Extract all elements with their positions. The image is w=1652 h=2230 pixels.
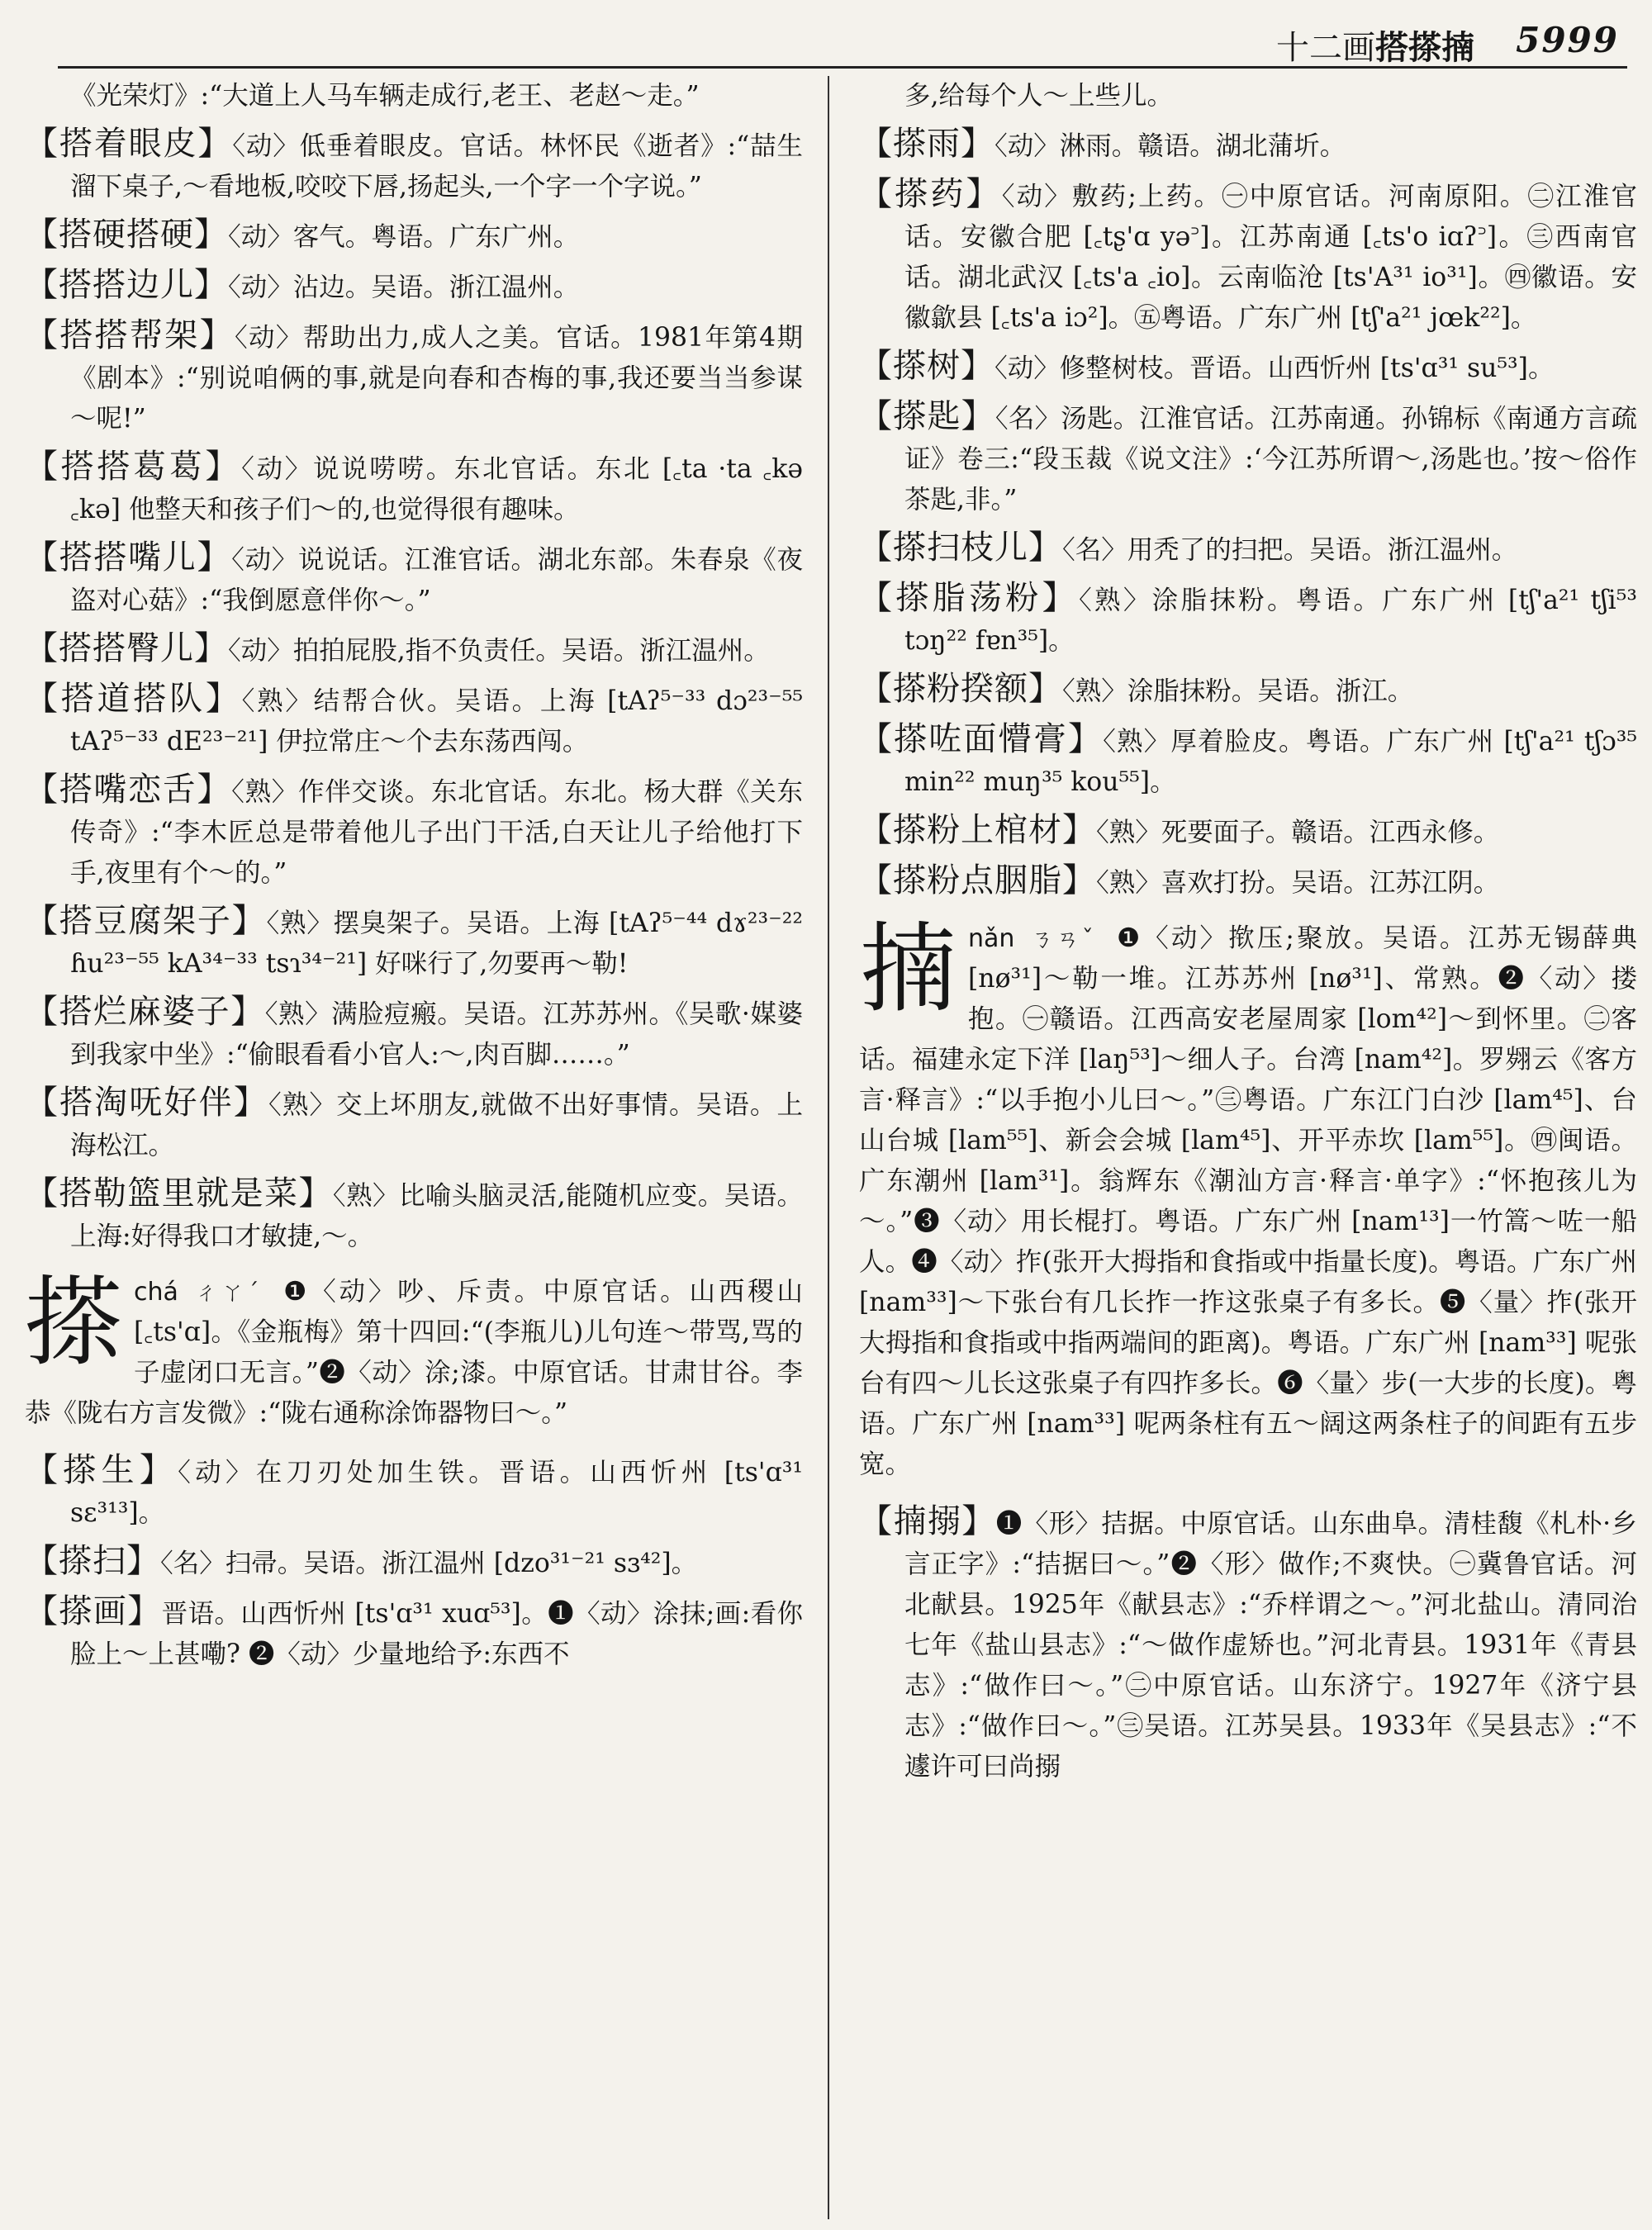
page-number: 5999 xyxy=(1516,20,1619,60)
dictionary-entry xyxy=(25,901,803,985)
entry-headword: 【搽粉点胭脂】 xyxy=(859,861,1096,899)
entry-continuation: 《光荣灯》:“大道上人马车辆走成行,老王、老赵～走。” xyxy=(70,81,700,111)
dictionary-entry xyxy=(25,1592,803,1675)
entry-definition: 〈熟〉死要面子。赣语。江西永修。 xyxy=(1096,818,1500,847)
zhuyin: ㄔㄚˊ xyxy=(194,1279,263,1306)
dictionary-entry xyxy=(859,861,1637,904)
header-section: 十二画 xyxy=(1276,29,1375,67)
entry-headword: 【搭嘴恋舌】 xyxy=(25,771,232,809)
entry-headword: 【搭硬搭硬】 xyxy=(25,216,228,254)
entry-definition: 〈熟〉摆臭架子。吴语。上海 [tAʔ⁵⁻⁴⁴ dɤ²³⁻²² ɦu²³⁻⁵⁵ kA³⁴⁻³³ tsɿ³⁴⁻²¹] 好咪行了,勿要再～勒! xyxy=(70,909,803,979)
dictionary-entry xyxy=(25,1174,803,1257)
character-entry-cha xyxy=(25,1265,803,1434)
pinyin: nǎn xyxy=(968,924,1015,953)
dictionary-entry xyxy=(859,124,1637,167)
column-divider xyxy=(828,76,829,2219)
entry-definition: 〈动〉说说唠唠。东北官话。东北 [꜀ta ·ta ꜀kə ꜀kə] 他整天和孩子们～的,也觉得很有趣味。 xyxy=(70,454,803,524)
entry-headword: 【搭勒篮里就是菜】 xyxy=(25,1174,333,1212)
dictionary-entry xyxy=(859,346,1637,389)
zhuyin: ㄋㄢˇ xyxy=(1030,925,1096,952)
dictionary-entry xyxy=(25,1541,803,1584)
entry-headword: 【搭搭帮架】 xyxy=(25,316,235,354)
dictionary-entry xyxy=(859,719,1637,803)
entry-definition: 〈名〉扫帚。吴语。浙江温州 [dzo³¹⁻²¹ sɜ⁴²]。 xyxy=(160,1549,698,1578)
character-entry-nan xyxy=(859,912,1637,1485)
head-character: 搽 xyxy=(25,1265,123,1379)
entry-definition: 〈动〉拍拍屁股,指不负责任。吴语。浙江温州。 xyxy=(228,636,770,666)
entry-headword: 【搭搭臀儿】 xyxy=(25,629,228,667)
dictionary-entry xyxy=(859,810,1637,853)
entry-definition: 〈熟〉涂脂抹粉。吴语。浙江。 xyxy=(1062,676,1414,706)
dictionary-entry xyxy=(859,528,1637,571)
entry-definition: 晋语。山西忻州 [ts'ɑ³¹ xuɑ⁵³]。❶〈动〉涂抹;画:看你脸上～上甚嘞? ❷〈动〉少量地给予:东西不 xyxy=(70,1599,803,1669)
dictionary-entry xyxy=(25,992,803,1075)
dictionary-entry xyxy=(25,770,803,894)
entry-definition: 〈熟〉喜欢打扮。吴语。江苏江阴。 xyxy=(1096,868,1500,898)
character-definition: ❶〈动〉吵、斥责。中原官话。山西稷山 [꜀ts'ɑ]。《金瓶梅》第十四回:“(李瓶儿)儿句连～带骂,骂的子虚闭口无言。”❷〈动〉涂;漆。中原官话。甘肃甘谷。李恭《陇右方言发微》:“陇右通称涂饰器物曰～。” xyxy=(25,1277,803,1428)
page-header xyxy=(58,17,1627,69)
entry-definition: 〈动〉沾边。吴语。浙江温州。 xyxy=(228,273,580,302)
dictionary-entry xyxy=(859,1502,1637,1787)
entry-headword: 【搭着眼皮】 xyxy=(25,125,233,163)
dictionary-entry xyxy=(25,316,803,439)
dictionary-entry xyxy=(25,1083,803,1166)
entry-definition: 〈熟〉交上坏朋友,就做不出好事情。吴语。上海松江。 xyxy=(70,1090,803,1160)
dictionary-entry xyxy=(25,215,803,258)
entry-definition: 〈动〉敷药;上药。㊀中原官话。河南原阳。㊁江淮官话。安徽合肥 [꜀tʂ'ɑ yə꜄]。江苏南通 [꜀ts'o iɑʔ꜄]。㊂西南官话。湖北武汉 [꜀ts'a ꜀io]。云南临沧 [ts'A³¹ io³¹]。㊃徽语。安徽歙县 [꜀ts'a iɔ²]。㊄粤语。广东广州 [tʃ'a²¹ jœk²²]。 xyxy=(904,182,1637,333)
entry-headword: 【搭淘呒好伴】 xyxy=(25,1084,268,1122)
entry-definition: 〈熟〉比喻头脑灵活,能随机应变。吴语。上海:好得我口才敏捷,～。 xyxy=(70,1181,803,1251)
entry-headword: 【搽扫】 xyxy=(25,1542,160,1580)
dictionary-entry xyxy=(25,1450,803,1534)
left-column xyxy=(25,76,803,2219)
entry-definition: 〈动〉客气。粤语。广东广州。 xyxy=(228,222,580,252)
dictionary-entry xyxy=(859,669,1637,712)
entry-definition: 〈名〉汤匙。江淮官话。江苏南通。孙锦标《南通方言疏证》卷三:“段玉裁《说文注》:‘今江苏所谓～,汤匙也。’按～俗作茶匙,非。” xyxy=(904,404,1637,515)
entry-headword: 【揇搦】 xyxy=(859,1502,996,1540)
entry-definition: 〈动〉修整树枝。晋语。山西忻州 [ts'ɑ³¹ su⁵³]。 xyxy=(995,353,1555,383)
entry-definition: 〈熟〉涂脂抹粉。粤语。广东广州 [tʃ'a²¹ tʃi⁵³ tɔŋ²² fɐn³⁵]。 xyxy=(904,586,1637,656)
entry-definition: 〈动〉低垂着眼皮。官话。林怀民《逝者》:“喆生溜下桌子,～看地板,咬咬下唇,扬起头,一个字一个字说。” xyxy=(70,131,803,202)
entry-continuation: 多,给每个人～上些儿。 xyxy=(904,81,1174,111)
entry-headword: 【搽咗面懵膏】 xyxy=(859,720,1104,758)
entry-headword: 【搭道搭队】 xyxy=(25,680,242,718)
dictionary-entry xyxy=(25,265,803,308)
header-characters: 搭搽揇 xyxy=(1375,28,1474,67)
entry-headword: 【搽画】 xyxy=(25,1592,162,1630)
entry-headword: 【搽粉揆额】 xyxy=(859,670,1062,708)
dictionary-entry xyxy=(859,396,1637,520)
right-column xyxy=(859,76,1637,2219)
entry-headword: 【搽匙】 xyxy=(859,397,995,435)
entry-headword: 【搽粉上棺材】 xyxy=(859,811,1096,849)
entry-definition: 〈名〉用秃了的扫把。吴语。浙江温州。 xyxy=(1062,535,1518,565)
entry-definition: ❶〈形〉拮据。中原官话。山东曲阜。清桂馥《札朴·乡言正字》:“拮据曰～。”❷〈形〉做作;不爽快。㊀冀鲁官话。河北献县。1925年《献县志》:“乔样谓之～。”河北盐山。清同治七年《盐山县志》:“～做作虚矫也。”河北青县。1931年《青县志》:“做作曰～。”㊁中原官话。山东济宁。1927年《济宁县志》:“做作曰～。”㊂吴语。江苏吴县。1933年《吴县志》:“不遽许可曰尚搦 xyxy=(904,1509,1637,1782)
entry-definition: 〈熟〉结帮合伙。吴语。上海 [tAʔ⁵⁻³³ dɔ²³⁻⁵⁵ tAʔ⁵⁻³³ dE²³⁻²¹] 伊拉常庄～个去东荡西闯。 xyxy=(70,686,803,757)
entry-definition: 〈动〉帮助出力,成人之美。官话。1981年第4期《剧本》:“别说咱俩的事,就是向春和杏梅的事,我还要当当参谋～呢!” xyxy=(70,323,803,434)
dictionary-entry xyxy=(859,578,1637,662)
pinyin: chá xyxy=(134,1278,178,1307)
entry-definition: 〈熟〉厚着脸皮。粤语。广东广州 [tʃ'a²¹ tʃɔ³⁵ min²² muŋ³⁵ kou⁵⁵]。 xyxy=(904,727,1637,797)
dictionary-entry xyxy=(25,538,803,621)
entry-headword: 【搽雨】 xyxy=(859,125,995,163)
character-definition: ❶〈动〉揿压;聚放。吴语。江苏无锡薛典 [nø³¹]～勒一堆。江苏苏州 [nø³¹]、常熟。❷〈动〉搂抱。㊀赣语。江西高安老屋周家 [lom⁴²]～到怀里。㊁客话。福建永定下洋 [laŋ⁵³]～细人子。台湾 [nam⁴²]。罗翙云《客方言·释言》:“以手抱小儿曰～。”㊂粤语。广东江门白沙 [lam⁴⁵]、台山台城 [lam⁵⁵]、新会会城 [lam⁴⁵]、开平赤坎 [lam⁵⁵]。㊃闽语。广东潮州 [lam³¹]。翁辉东《潮汕方言·释言·单字》:“怀抱孩儿为～。”❸〈动〉用长棍打。粤语。广东广州 [nam¹³]一竹篙～咗一船人。❹〈动〉拃(张开大拇指和食指或中指量长度)。粤语。广东广州 [nam³³]～下张台有几长拃一拃这张桌子有多长。❺〈量〉拃(张开大拇指和食指或中指两端间的距离)。粤语。广东广州 [nam³³] 呢张台有四～儿长这张桌子有四拃多长。❻〈量〉步(一大步的长度)。粤语。广东广州 [nam³³] 呢两条柱有五～阔这两条柱子的间距有五步宽。 xyxy=(859,923,1637,1479)
dictionary-entry xyxy=(859,174,1637,339)
entry-headword: 【搭搭嘴儿】 xyxy=(25,539,232,576)
dictionary-entry xyxy=(25,679,803,762)
entry-headword: 【搽树】 xyxy=(859,347,995,385)
entry-headword: 【搭搭边儿】 xyxy=(25,266,228,304)
entry-headword: 【搽扫枝儿】 xyxy=(859,529,1062,567)
head-character: 揇 xyxy=(859,912,957,1026)
entry-headword: 【搭烂麻婆子】 xyxy=(25,993,265,1031)
entry-definition: 〈动〉淋雨。赣语。湖北蒲圻。 xyxy=(995,131,1346,161)
entry-headword: 【搭豆腐架子】 xyxy=(25,902,267,940)
entry-definition: 〈熟〉作伴交谈。东北官话。东北。杨大群《关东传奇》:“李木匠总是带着他儿子出门干活,白天让儿子给他打下手,夜里有个～的。” xyxy=(70,777,803,888)
entry-headword: 【搽脂荡粉】 xyxy=(859,579,1079,617)
entry-headword: 【搽生】 xyxy=(25,1451,178,1489)
entry-definition: 〈动〉在刀刃处加生铁。晋语。山西忻州 [ts'ɑ³¹ sɛ³¹³]。 xyxy=(70,1458,803,1528)
entry-definition: 〈熟〉满脸痘瘢。吴语。江苏苏州。《吴歌·媒婆到我家中坐》:“偷眼看看小官人:～,肉百脚……。” xyxy=(70,999,803,1070)
dictionary-entry xyxy=(25,447,803,530)
entry-definition: 〈动〉说说话。江淮官话。湖北东部。朱春泉《夜盗对心菇》:“我倒愿意伴你～。” xyxy=(70,545,803,615)
dictionary-entry xyxy=(25,124,803,207)
entry-headword: 【搭搭葛葛】 xyxy=(25,448,242,486)
entry-headword: 【搽药】 xyxy=(859,175,1002,213)
dictionary-entry xyxy=(25,629,803,671)
